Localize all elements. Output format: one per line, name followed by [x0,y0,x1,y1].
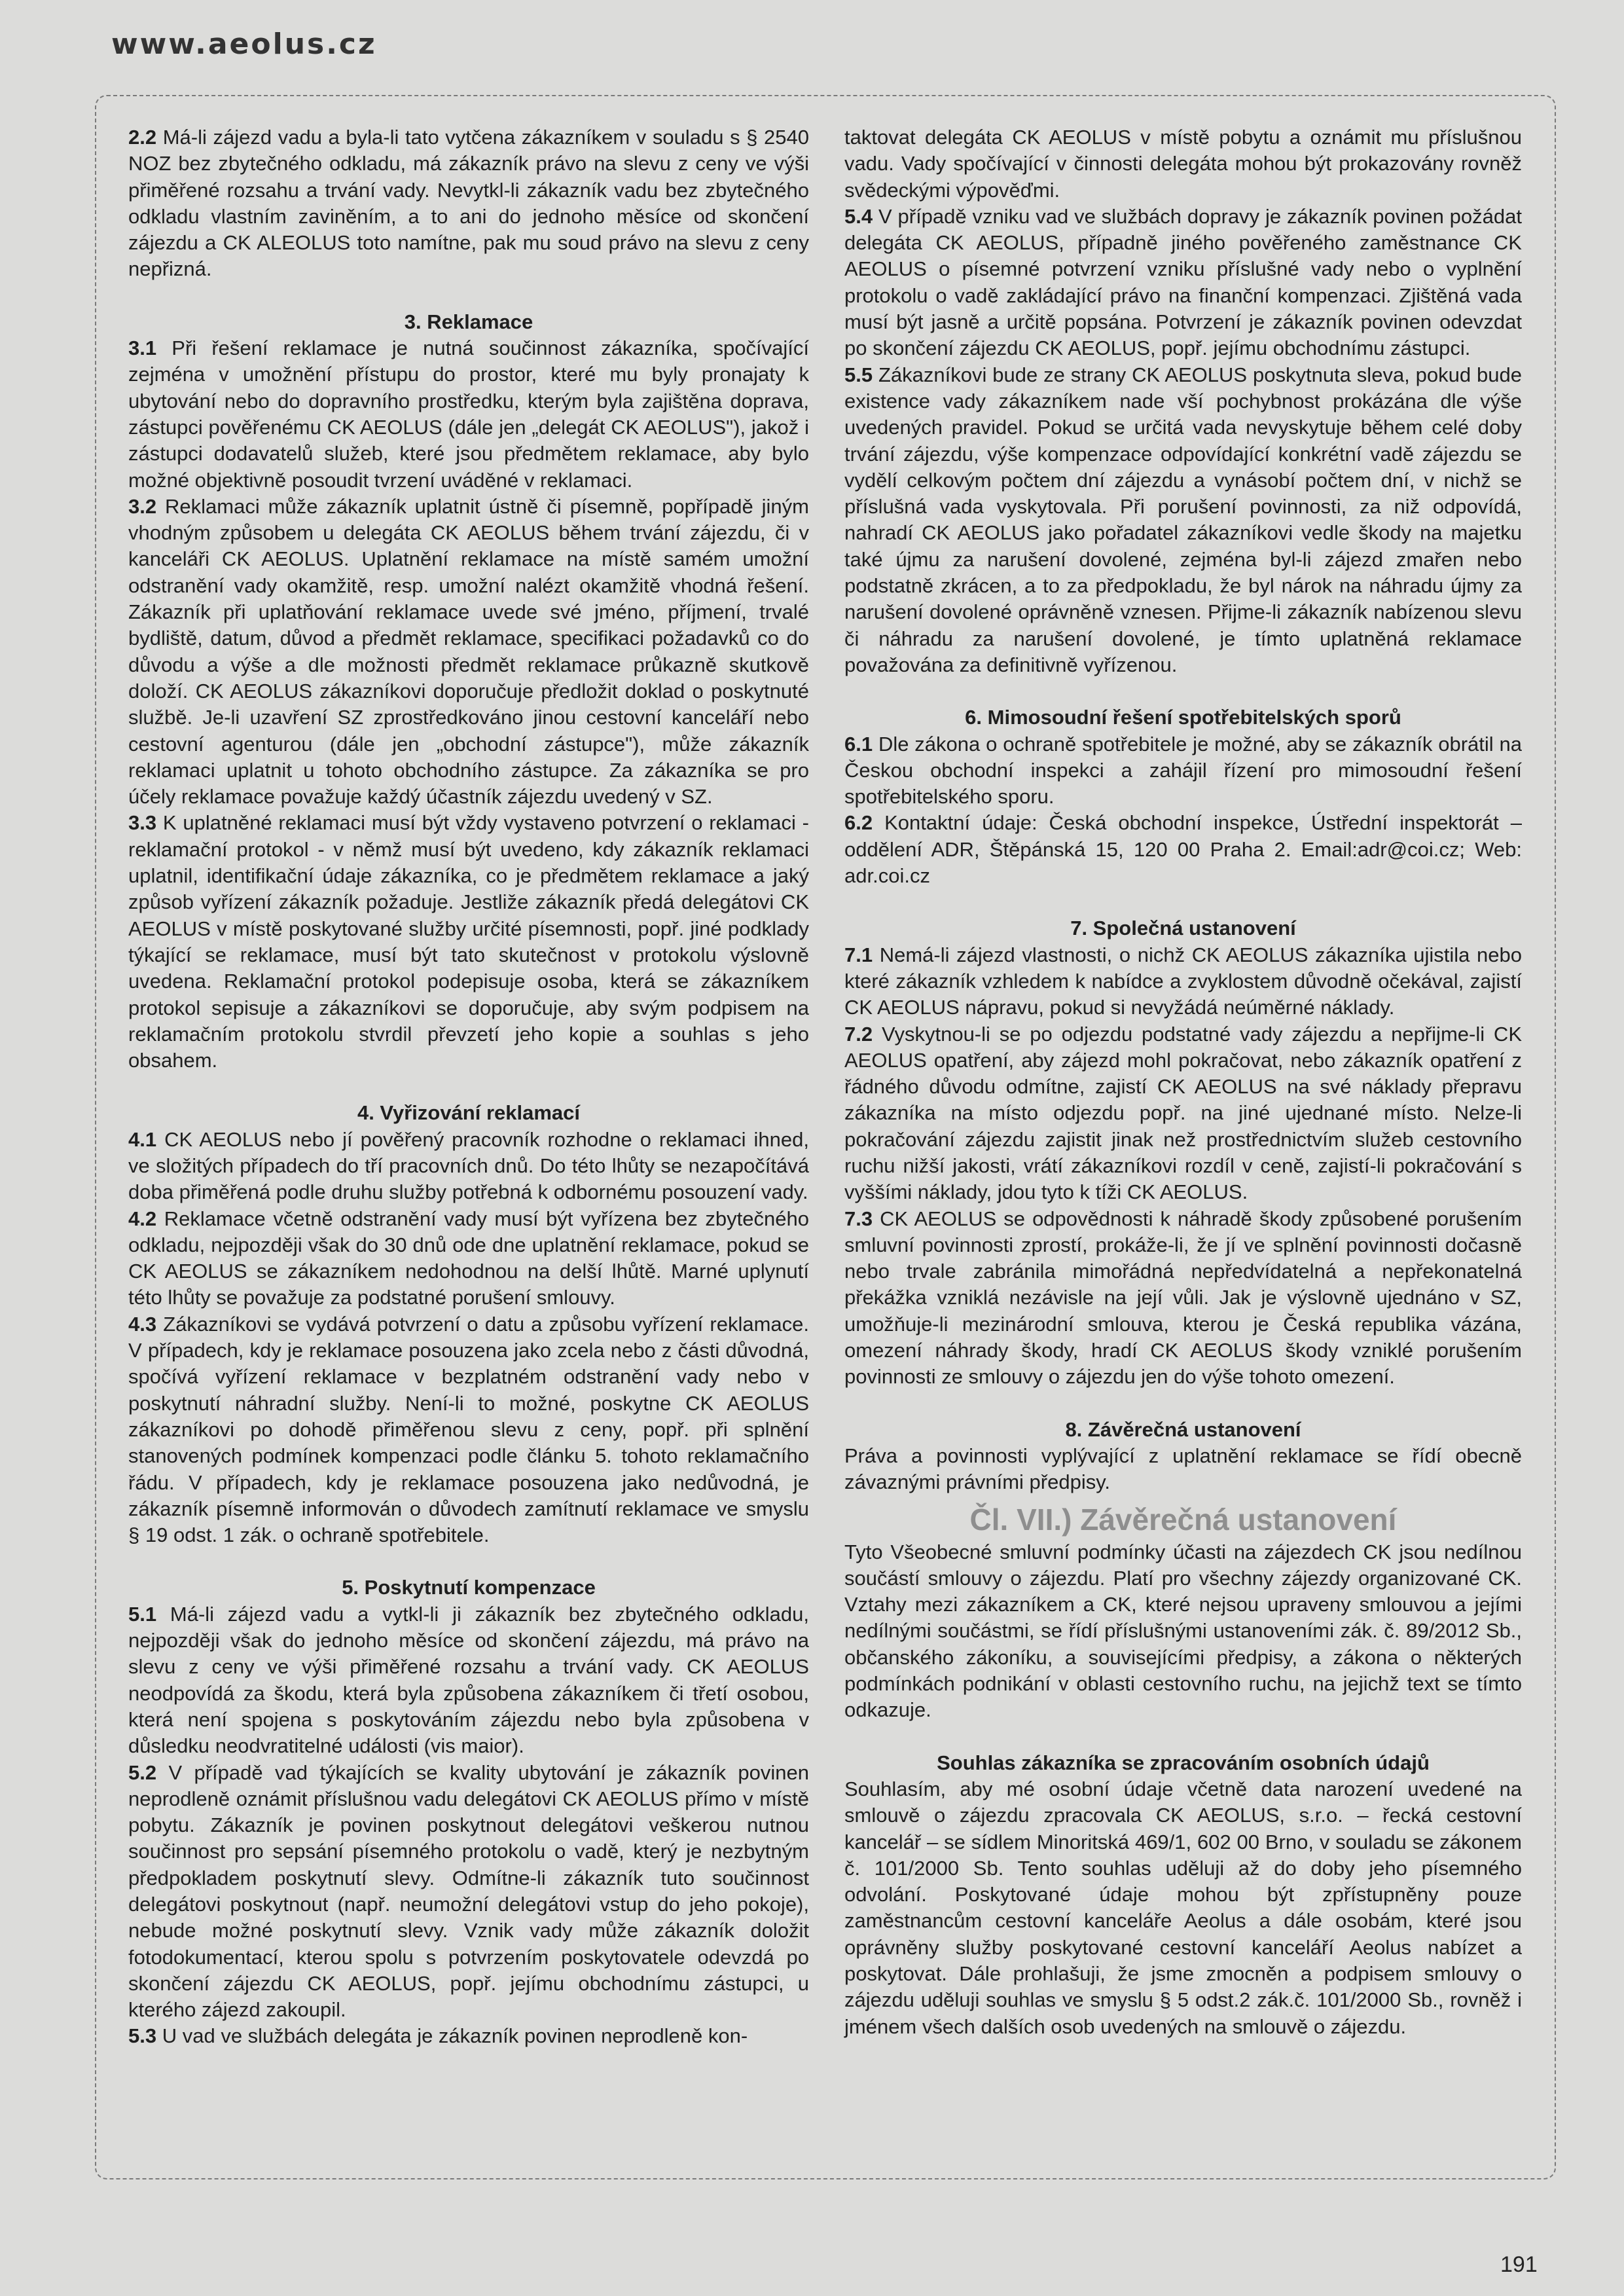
clause-5-5: 5.5 Zákazníkovi bude ze strany CK AEOLUS poskytnuta sleva, pokud bude existence vady zákazníkem nade vší pochybnost prokázána dle výše uvedených pravidel. Pokud se určitá vada nevyskytuje během celé doby trvání zájezdu, výše kompenzace odpovídající konkrétní vadě zájezdu se vydělí celkovým počtem dní zájezdu a vynásobí počtem dní, v nichž se příslušná vada vyskytovala. Při porušení povinnosti, za niž odpovídá, nahradí CK AEOLUS jako pořadatel zákazníkovi vedle škody na majetku také újmu za narušení dovolené, zejména byl-li zájezd zmařen nebo podstatně zkrácen, a to za předpokladu, že byl nárok na náhradu újmy za narušení dovolené oprávněně vznesen. Přijme-li zákazník nabízenou slevu či náhradu za narušení dovolené, je tímto uplatněná reklamace považována za definitivně vyřízenou. [844,363,1522,676]
clause-3-3: 3.3 K uplatněné reklamaci musí být vždy vystaveno potvrzení o reklamaci - reklamační protokol - v němž musí být uvedeno, kdy zákazník reklamaci uplatnil, identifikační údaje zákazníka, co je předmětem reklamace a jaký způsob vyřízení zákazník požaduje. Jestliže zákazník předá delegátovi CK AEOLUS v místě poskytované služby určité písemnosti, popř. jiné podklady týkající se reklamace, musí být tato skutečnost v protokolu výslovně uvedena. Reklamační protokol podepisuje osoba, která se zákazníkem protokol sepisuje a zákazníkovi se doporučuje, aby svým podpisem na reklamačním protokolu stvrdil převzetí jeho kopie a souhlas s jeho obsahem. [128,811,809,1072]
clause-4-3: 4.3 Zákazníkovi se vydává potvrzení o datu a způsobu vyřízení reklamace. V případech, kdy je reklamace posouzena jako zcela nebo z části důvodná, spočívá vyřízení reklamace v bezplatném odstranění vady nebo v poskytnutí náhradní služby. Není-li to možné, poskytne CK AEOLUS zákazníkovi po dohodě přiměřenou slevu z ceny, popř. při splnění stanovených podmínek kompenzaci podle článku 5. tohoto reklamačního řádu. V případech, kdy je reklamace posouzena jako nedůvodná, je zákazník písemně informován o důvodech zamítnutí reklamace ve smyslu § 19 odst. 1 zák. o ochraně spotřebitele. [128,1312,809,1547]
clause-6-1: 6.1 Dle zákona o ochraně spotřebitele je možné, aby se zákazník obrátil na Českou obchodní inspekci a zahájil řízení pro mimosoudní řešení spotřebitelského sporu. [844,732,1522,809]
section-4-title: 4. Vyřizování reklamací [357,1101,581,1125]
consent-title: Souhlas zákazníka se zpracováním osobních údajů [937,1751,1430,1774]
site-url: www.aeolus.cz [111,27,377,61]
clause-5-3-continued: taktovat delegáta CK AEOLUS v místě pobytu a oznámit mu příslušnou vadu. Vady spočívající v činnosti delegáta mohou být prokazovány rovněž svědeckými výpověďmi. [844,126,1522,202]
chapter-vii-title: Čl. VII.) Závěrečná ustanovení [969,1502,1397,1537]
chapter-vii-text: Tyto Všeobecné smluvní podmínky účasti na zájezdech CK jsou nedílnou součástí smlouvy o zájezdu. Platí pro všechny zájezdy organizované CK. Vztahy mezi zákazníkem a CK, které nejsou upraveny smlouvou a jejími nedílnými součástmi, se řídí příslušnými ustanoveními zák. č. 89/2012 Sb., občanského zákoníku, a souvisejícími předpisy, a zákona o některých podmínkách podnikání v oblasti cestovního ruchu, na jejichž text se tímto odkazuje. [844,1540,1522,1722]
section-5-title: 5. Poskytnutí kompenzace [342,1576,596,1599]
section-6-title: 6. Mimosoudní řešení spotřebitelských sporů [965,706,1401,729]
section-7-title: 7. Společná ustanovení [1070,917,1296,940]
clause-5-1: 5.1 Má-li zájezd vadu a vytkl-li ji zákazník bez zbytečného odkladu, nejpozději však do jednoho měsíce od skončení zájezdu, má právo na slevu z ceny ve výši přiměřené rozsahu a trvání vady. CK AEOLUS neodpovídá za škodu, která byla způsobena zákazníkem či třetí osobou, která není spojena s poskytováním zájezdu nebo byla způsobena v důsledku neodvratitelné události (vis maior). [128,1602,809,1758]
clause-7-2: 7.2 Vyskytnou-li se po odjezdu podstatné vady zájezdu a nepřijme-li CK AEOLUS opatření, aby zájezd mohl pokračovat, nebo zákazník opatření z řádného důvodu odmítne, zajistí CK AEOLUS na své náklady přepravu zákazníka na místo odjezdu popř. na jiné ujednané místo. Nelze-li pokračování zájezdu zajistit jinak než prostřednictvím služeb cestovního ruchu nižší jakosti, vrátí zákazníkovi rozdíl v ceně, zajistí-li pokračování s vyššími náklady, jdou tyto k tíži CK AEOLUS. [844,1022,1522,1204]
section-8-title: 8. Závěrečná ustanovení [1065,1417,1301,1441]
clause-5-4: 5.4 V případě vzniku vad ve službách dopravy je zákazník povinen požádat delegáta CK AEOLUS, případně jiného pověřeného zaměstnance CK AEOLUS o písemné potvrzení vzniku příslušné vady nebo o vyplnění protokolu o vadě zakládající právo na finanční kompenzaci. Zjištěná vada musí být jasně a určitě popsána. Potvrzení je zákazník povinen odevzdat po skončení zájezdu CK AEOLUS, popř. jejímu obchodnímu zástupci. [844,204,1522,360]
clause-4-1: 4.1 CK AEOLUS nebo jí pověřený pracovník rozhodne o reklamaci ihned, ve složitých případech do tří pracovních dnů. Do této lhůty se nezapočítává doba přiměřená podle druhu služby potřebná k odbornému posouzení vady. [128,1127,809,1204]
clause-2-2: 2.2 Má-li zájezd vadu a byla-li tato vytčena zákazníkem v souladu s § 2540 NOZ bez zbytečného odkladu, má zákazník právo na slevu z ceny ve výši přiměřené rozsahu a trvání vady. Nevytkl-li zákazník vadu bez zbytečného odkladu vlastním zaviněním, a to ani do jednoho měsíce od skončení zájezdu a CK ALEOLUS toto namítne, pak mu soud právo na slevu z ceny nepřizná. [128,126,809,281]
clause-5-2: 5.2 V případě vad týkajících se kvality ubytování je zákazník povinen neprodleně oznámit příslušnou vadu delegátovi CK AEOLUS přímo v místě pobytu. Zákazník je povinen poskytnout delegátovi veškerou nutnou součinnost pro sepsání písemného protokolu o vadě, který je nezbytným předpokladem poskytnutí slevy. Odmítne-li zákazník tuto součinnost delegátovi poskytnout (např. neumožní delegátovi vstup do jeho pokoje), nebude možné poskytnutí slevy. Vznik vady může zákazník doložit fotodokumentací, kterou spolu s potvrzením poskytovatele odevzdá po skončení zájezdu CK AEOLUS, popř. jejímu obchodnímu zástupci, u kterého zájezd zakoupil. [128,1760,809,2022]
page-number: 191 [1500,2252,1538,2277]
clause-7-1: 7.1 Nemá-li zájezd vlastnosti, o nichž CK AEOLUS zákazníka ujistila nebo které zákazník vzhledem k nabídce a zvyklostem důvodně očekával, zajistí CK AEOLUS nápravu, pokud si nevyžádá neúměrné náklady. [844,943,1522,1019]
clause-7-3: 7.3 CK AEOLUS se odpovědnosti k náhradě škody způsobené porušením smluvní povinnosti zprostí, prokáže-li, že jí ve splnění povinnosti dočasně nebo trvale zabránila mimořádná nepředvídatelná a nepřekonatelná překážka vzniklá nezávisle na její vůli. Jak je výslovně ujednáno v SZ, umožňuje-li mezinárodní smlouva, kterou je Česká republika vázána, omezení náhrady škody, hradí CK AEOLUS škody vzniklé porušením povinnosti ze smlouvy o zájezdu jen do výše tohoto omezení. [844,1207,1522,1389]
left-column [128,124,809,2050]
clause-3-2: 3.2 Reklamaci může zákazník uplatnit ústně či písemně, popřípadě jiným vhodným způsobem u delegáta CK AEOLUS během trvání zájezdu, či v kanceláři CK AEOLUS. Uplatnění reklamace na místě samém umožní odstranění vady okamžitě, resp. umožní nalézt okamžitě vhodná řešení. Zákazník při uplatňování reklamace uvede své jméno, příjmení, trvalé bydliště, datum, důvod a předmět reklamace, specifikaci požadavků co do důvodu a výše a dle možnosti předmět reklamace průkazně skutkově doloží. CK AEOLUS zákazníkovi doporučuje předložit doklad o poskytnuté službě. Je-li uzavření SZ zprostředkováno jinou cestovní kanceláří nebo cestovní agenturou (dále jen „obchodní zástupce"), může zákazník reklamaci uplatnit u tohoto obchodního zástupce. Za zákazníka se pro účely reklamace považuje každý účastník zájezdu uvedený v SZ. [128,494,809,809]
clause-8: Práva a povinnosti vyplývající z uplatnění reklamace se řídí obecně závaznými právními předpisy. [844,1444,1522,1494]
section-3-title: 3. Reklamace [404,310,533,333]
right-column [844,124,1522,2040]
clause-4-2: 4.2 Reklamace včetně odstranění vady musí být vyřízena bez zbytečného odkladu, nejpozději však do 30 dnů ode dne uplatnění reklamace, pokud se CK AEOLUS se zákazníkem nedohodnou na delší lhůtě. Marné uplynutí této lhůty se považuje za podstatné porušení smlouvy. [128,1207,809,1309]
clause-6-2: 6.2 Kontaktní údaje: Česká obchodní inspekce, Ústřední inspektorát – oddělení ADR, Štěpánská 15, 120 00 Praha 2. Email:adr@coi.cz; Web: adr.coi.cz [844,811,1522,888]
clause-3-1: 3.1 Při řešení reklamace je nutná součinnost zákazníka, spočívající zejména v umožnění přístupu do prostor, které mu byly pronajaty k ubytování nebo do dopravního prostředku, kterým byla zajištěna doprava, zástupci pověřenému CK AEOLUS (dále jen „delegát CK AEOLUS"), jakož i zástupci dodavatelů služeb, které jsou předmětem reklamace, aby bylo možné objektivně posoudit tvrzení uváděné v reklamaci. [128,337,809,492]
clause-5-3: 5.3 U vad ve službách delegáta je zákazník povinen neprodleně kon- [128,2024,748,2048]
consent-text: Souhlasím, aby mé osobní údaje včetně data narození uvedené na smlouvě o zájezdu zpracovala CK AEOLUS, s.r.o. – řecká cestovní kancelář – se sídlem Minoritská 469/1, 602 00 Brno, v souladu se zákonem č. 101/2000 Sb. Tento souhlas uděluji až do doby jeho písemného odvolání. Poskytované údaje mohou být zpřístupněny pouze zaměstnancům cestovní kanceláře Aeolus a dále osobám, které jsou oprávněny služby poskytované cestovní kanceláří Aeolus nabízet a poskytovat. Dále prohlašuji, že jsme zmocněn a podpisem smlouvy o zájezdu uděluji souhlas ve smyslu § 5 odst.2 zák.č. 101/2000 Sb., rovněž i jménem všech dalších osob uvedených na smlouvě o zájezdu. [844,1777,1522,2038]
